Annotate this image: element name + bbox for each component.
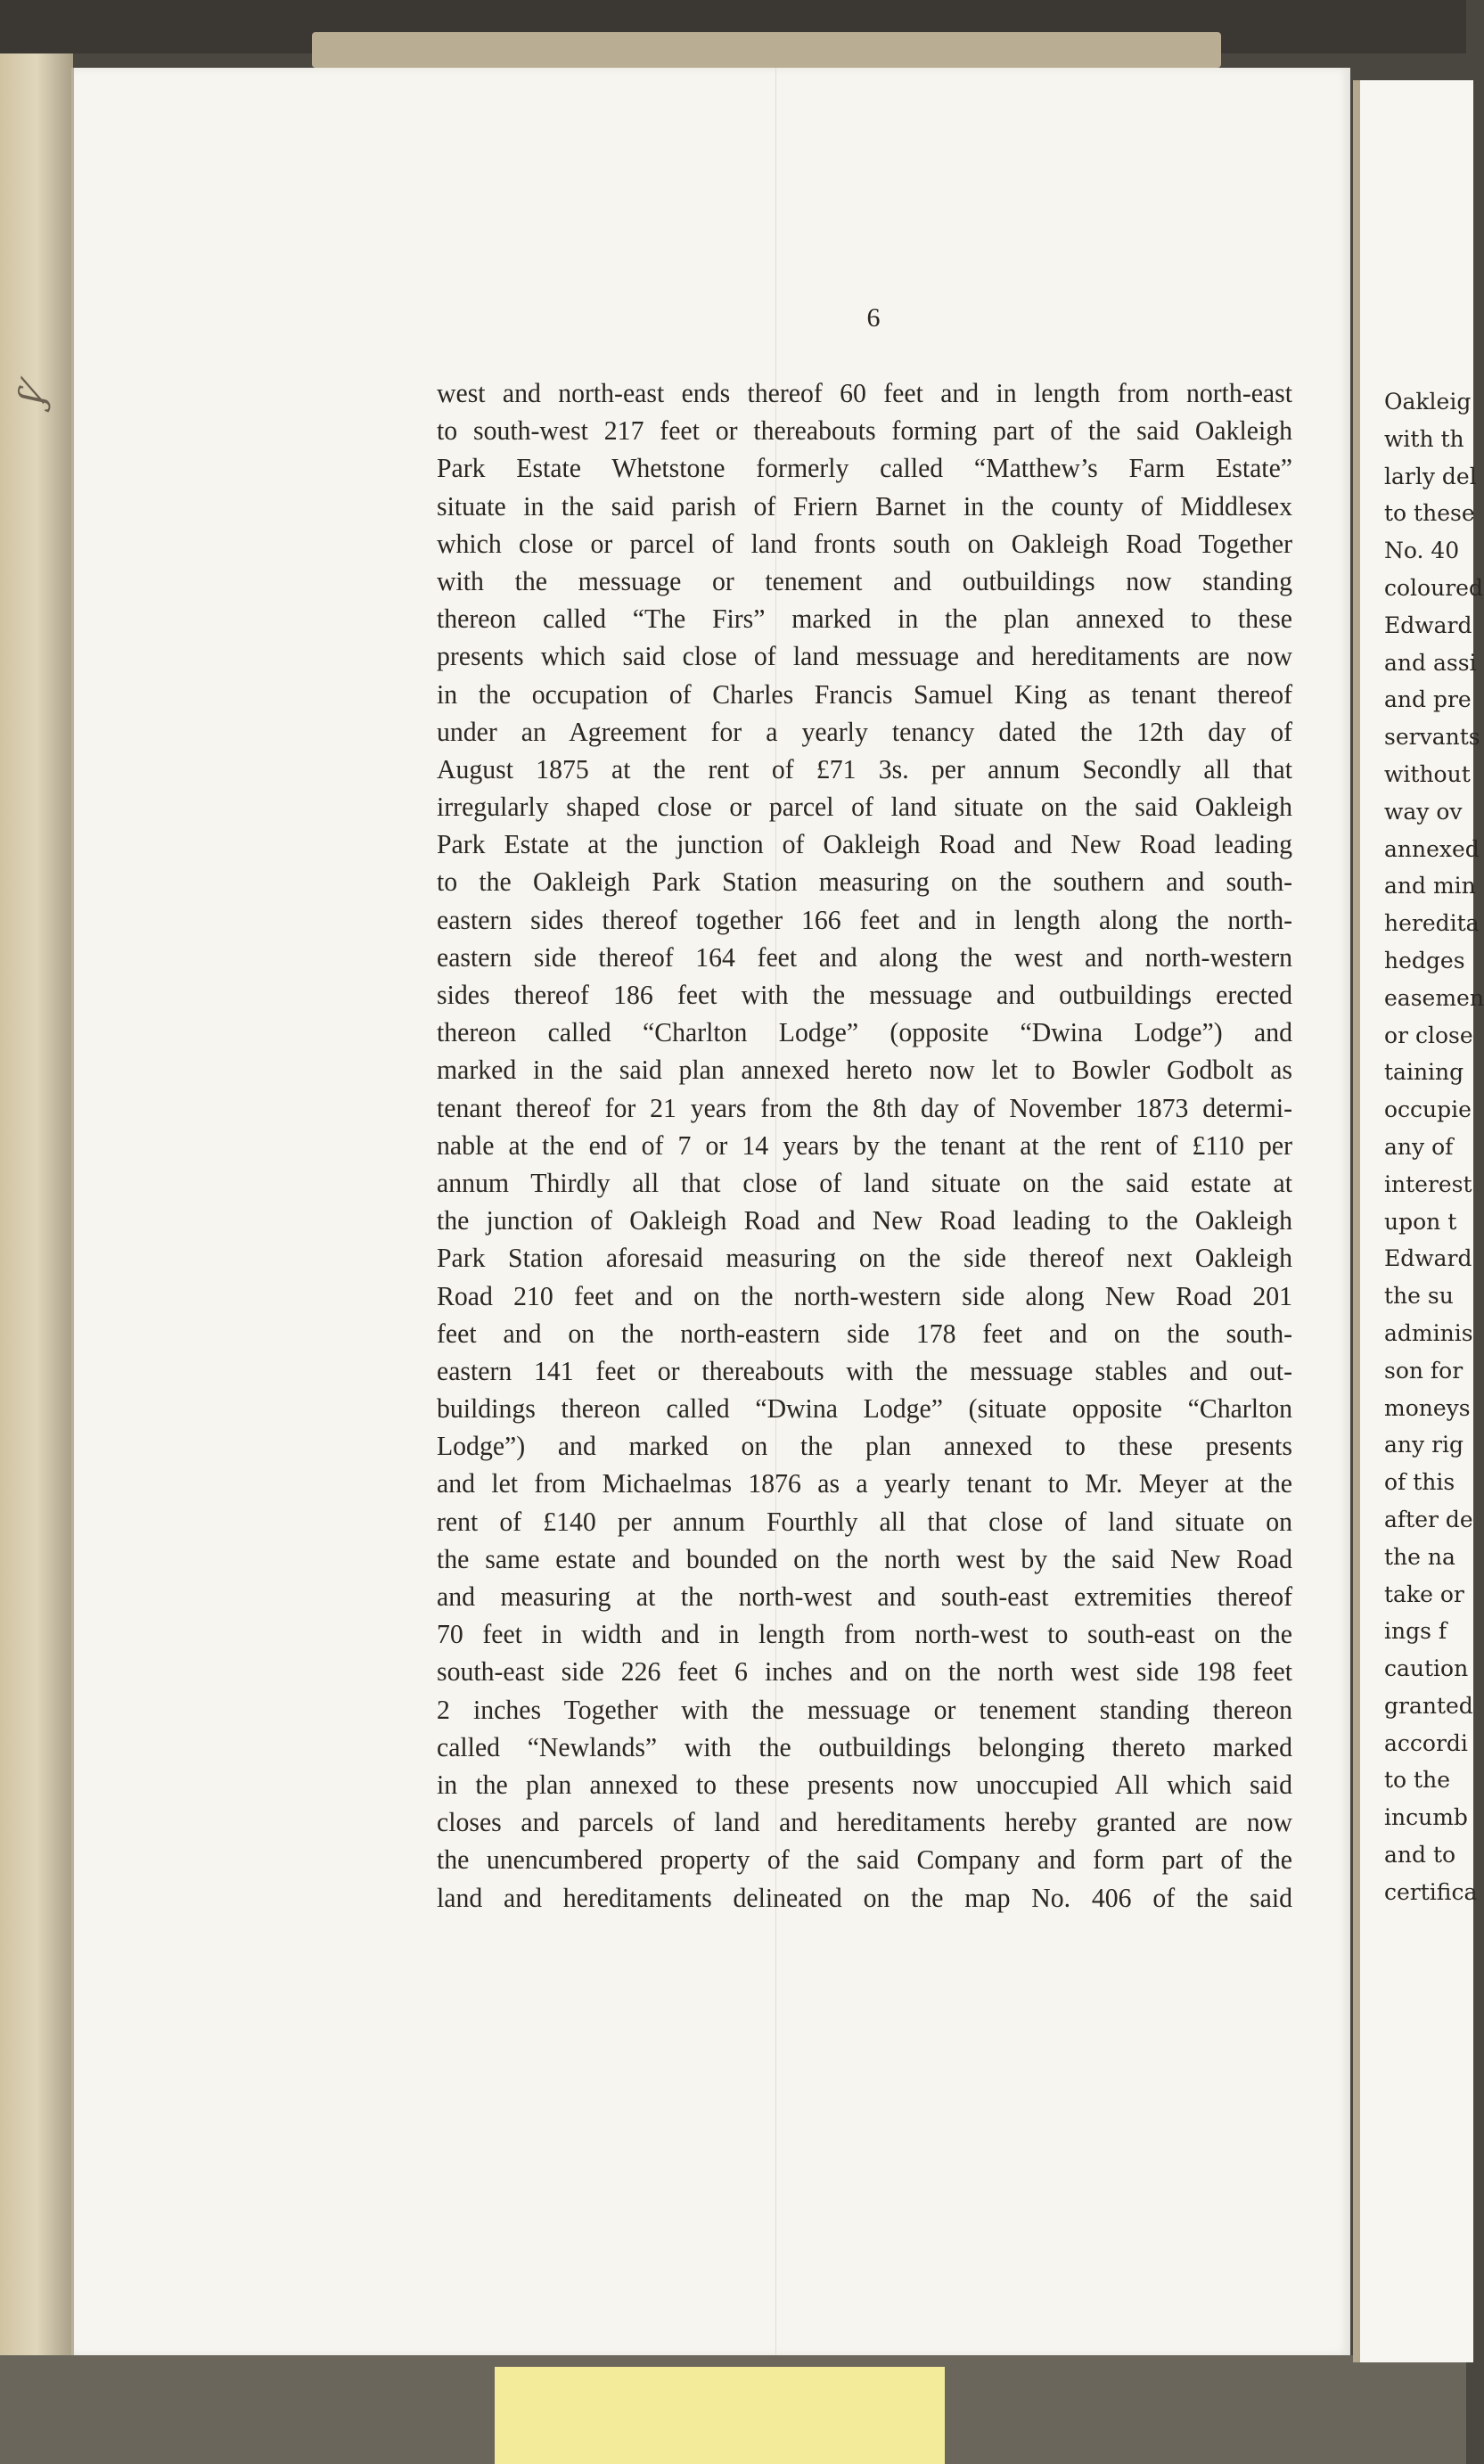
facing-text-line: occupie bbox=[1384, 1096, 1472, 1123]
text-line: Park Estate at the junction of Oakleigh Road and New Road leading bbox=[437, 828, 1292, 860]
facing-text-line: to the bbox=[1384, 1767, 1450, 1794]
facing-text-line: the su bbox=[1384, 1283, 1454, 1310]
facing-text-line: caution bbox=[1384, 1655, 1469, 1682]
text-line: the same estate and bounded on the north west by the said New Road bbox=[437, 1542, 1292, 1574]
text-line: sides thereof 186 feet with the messuage and outbuildings erected bbox=[437, 979, 1292, 1010]
facing-text-line: adminis bbox=[1384, 1319, 1473, 1346]
facing-text-line: easemen bbox=[1384, 984, 1484, 1011]
binding-tab bbox=[312, 32, 1221, 68]
text-line: 2 inches Together with the messuage or tenement standing thereon bbox=[437, 1693, 1292, 1725]
facing-text-line: and min bbox=[1384, 873, 1476, 899]
text-line: and let from Michaelmas 1876 as a yearly tenant to Mr. Meyer at the bbox=[437, 1467, 1292, 1499]
text-line: land and hereditaments delineated on the map No. 406 of the said bbox=[437, 1881, 1292, 1913]
text-line: which close or parcel of land fronts south on Oakleigh Road Together bbox=[437, 527, 1292, 559]
text-line: eastern 141 feet or thereabouts with the messuage stables and out- bbox=[437, 1354, 1292, 1386]
text-line: called “Newlands” with the outbuildings belonging thereto marked bbox=[437, 1730, 1292, 1762]
facing-text-line: Oakleig bbox=[1384, 389, 1472, 415]
sticky-note bbox=[495, 2367, 945, 2464]
facing-text-line: without bbox=[1384, 760, 1471, 787]
text-line: 70 feet in width and in length from north-west to south-east on the bbox=[437, 1618, 1292, 1650]
text-line: west and north-east ends thereof 60 feet and in length from north-east bbox=[437, 377, 1292, 408]
facing-text-line: take or bbox=[1384, 1581, 1464, 1607]
facing-text-line: ings f bbox=[1384, 1618, 1447, 1645]
text-line: and measuring at the north-west and south-east extremities thereof bbox=[437, 1581, 1292, 1612]
text-line: presents which said close of land messuage and hereditaments are now bbox=[437, 640, 1292, 672]
facing-text-line: with th bbox=[1384, 425, 1464, 452]
text-line: buildings thereon called “Dwina Lodge” (situate opposite “Charlton bbox=[437, 1392, 1292, 1425]
facing-text-line: and to bbox=[1384, 1842, 1456, 1869]
text-line: eastern sides thereof together 166 feet and in length along the north- bbox=[437, 903, 1292, 935]
text-line: August 1875 at the rent of £71 3s. per annum Secondly all that bbox=[437, 752, 1292, 784]
facing-text-line: interest bbox=[1384, 1170, 1472, 1197]
facing-text-line: upon t bbox=[1384, 1208, 1457, 1235]
facing-text-line: incumb bbox=[1384, 1804, 1468, 1831]
facing-text-line: annexed bbox=[1384, 835, 1480, 862]
facing-text-line: No. 40 bbox=[1384, 538, 1460, 564]
text-line: to south-west 217 feet or thereabouts forming part of the said Oakleigh bbox=[437, 415, 1292, 447]
text-line: irregularly shaped close or parcel of land situate on the said Oakleigh bbox=[437, 791, 1292, 823]
text-line: closes and parcels of land and hereditaments hereby granted are now bbox=[437, 1806, 1292, 1838]
facing-text-line: servants bbox=[1384, 724, 1480, 751]
facing-text-line: son for bbox=[1384, 1357, 1464, 1384]
text-line: under an Agreement for a yearly tenancy dated the 12th day of bbox=[437, 715, 1292, 747]
text-line: thereon called “The Firs” marked in the plan annexed to these bbox=[437, 603, 1292, 635]
text-line: feet and on the north-eastern side 178 feet and on the south- bbox=[437, 1317, 1292, 1349]
facing-text-line: granted bbox=[1384, 1692, 1473, 1719]
facing-text-line: and assi bbox=[1384, 649, 1477, 676]
facing-text-line: any rig bbox=[1384, 1432, 1464, 1458]
text-line: tenant thereof for 21 years from the 8th day of November 1873 determi- bbox=[437, 1091, 1292, 1123]
text-line: Lodge”) and marked on the plan annexed to these presents bbox=[437, 1430, 1292, 1462]
text-line: Road 210 feet and on the north-western side along New Road 201 bbox=[437, 1279, 1292, 1311]
text-line: Park Station aforesaid measuring on the side thereof next Oakleigh bbox=[437, 1242, 1292, 1274]
text-line: in the occupation of Charles Francis Samuel King as tenant thereof bbox=[437, 678, 1292, 710]
text-line: marked in the said plan annexed hereto now let to Bowler Godbolt as bbox=[437, 1054, 1292, 1086]
text-line: the unencumbered property of the said Company and form part of the bbox=[437, 1844, 1292, 1876]
text-line: with the messuage or tenement and outbuildings now standing bbox=[437, 564, 1292, 596]
facing-page-text bbox=[1384, 383, 1484, 1911]
facing-text-line: taining bbox=[1384, 1059, 1464, 1086]
facing-text-line: the na bbox=[1384, 1543, 1455, 1570]
facing-text-line: or close bbox=[1384, 1022, 1473, 1048]
facing-text-line: of this bbox=[1384, 1469, 1455, 1496]
facing-text-line: moneys bbox=[1384, 1394, 1471, 1421]
facing-text-line: certifica bbox=[1384, 1878, 1478, 1905]
facing-text-line: hedges bbox=[1384, 947, 1465, 973]
facing-text-line: after de bbox=[1384, 1506, 1473, 1532]
facing-text-line: accordi bbox=[1384, 1729, 1468, 1756]
facing-text-line: to these bbox=[1384, 500, 1475, 527]
facing-text-line: larly del bbox=[1384, 463, 1477, 489]
text-line: annum Thirdly all that close of land situate on the said estate at bbox=[437, 1166, 1292, 1198]
text-line: situate in the said parish of Friern Barnet in the county of Middlesex bbox=[437, 489, 1292, 522]
text-line: Park Estate Whetstone formerly called “Matthew’s Farm Estate” bbox=[437, 452, 1292, 484]
facing-text-line: way ov bbox=[1384, 798, 1463, 825]
text-line: rent of £140 per annum Fourthly all that close of land situate on bbox=[437, 1505, 1292, 1537]
facing-text-line: and pre bbox=[1384, 686, 1472, 713]
facing-text-line: Edward bbox=[1384, 1245, 1472, 1272]
text-line: in the plan annexed to these presents now unoccupied All which said bbox=[437, 1768, 1292, 1800]
text-line: eastern side thereof 164 feet and along the west and north-western bbox=[437, 940, 1292, 973]
facing-text-line: heredita bbox=[1384, 910, 1480, 937]
page-number: 6 bbox=[866, 303, 881, 333]
text-line: nable at the end of 7 or 14 years by the tenant at the rent of £110 per bbox=[437, 1129, 1292, 1161]
text-line: thereon called “Charlton Lodge” (opposite “Dwina Lodge”) and bbox=[437, 1016, 1292, 1048]
body-text bbox=[437, 374, 1292, 1917]
text-line: south-east side 226 feet 6 inches and on the north west side 198 feet bbox=[437, 1655, 1292, 1688]
facing-text-line: coloured bbox=[1384, 574, 1483, 601]
facing-text-line: any of bbox=[1384, 1133, 1454, 1160]
text-line: to the Oakleigh Park Station measuring on the southern and south- bbox=[437, 866, 1292, 898]
facing-text-line: Edward bbox=[1384, 612, 1472, 638]
text-line: the junction of Oakleigh Road and New Road leading to the Oakleigh bbox=[437, 1204, 1292, 1236]
pencil-margin-mark: ʃ⁄ bbox=[11, 383, 54, 407]
